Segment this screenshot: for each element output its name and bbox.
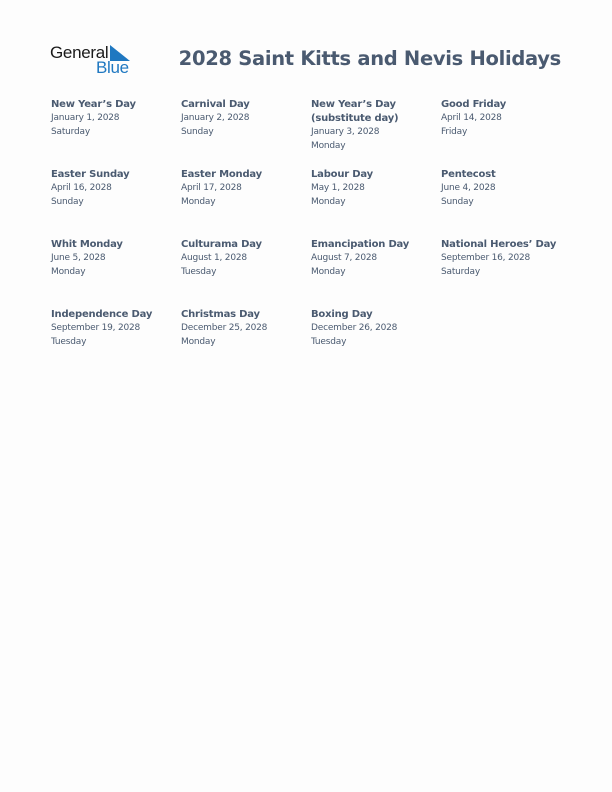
holiday-name: Good Friday: [441, 99, 507, 110]
holiday-weekday: Sunday: [441, 196, 474, 207]
holiday-weekday: Friday: [441, 126, 468, 137]
logo-general-text: General: [50, 43, 109, 62]
holiday-name: Carnival Day: [181, 99, 250, 110]
logo-blue-text: Blue: [96, 58, 129, 77]
holiday-weekday: Saturday: [51, 126, 90, 137]
holiday-date: September 16, 2028: [441, 253, 531, 263]
holiday-date: April 14, 2028: [441, 113, 502, 123]
holiday-weekday: Sunday: [181, 126, 214, 137]
holiday-weekday: Monday: [311, 196, 346, 207]
holiday-name: Independence Day: [51, 309, 153, 320]
holiday-item: [51, 308, 177, 349]
holiday-date: August 1, 2028: [181, 253, 247, 263]
holiday-date: December 25, 2028: [181, 323, 268, 333]
holiday-item: [181, 308, 307, 349]
holiday-date: August 7, 2028: [311, 253, 377, 263]
holiday-name: National Heroes’ Day: [441, 239, 557, 250]
holiday-name: Easter Monday: [181, 169, 262, 180]
holiday-name: Whit Monday: [51, 239, 123, 250]
holiday-weekday: Monday: [311, 266, 346, 277]
page-title: 2028 Saint Kitts and Nevis Holidays: [178, 47, 561, 70]
holiday-name: New Year’s Day: [51, 99, 136, 110]
holiday-name: Christmas Day: [181, 309, 260, 320]
holiday-name: Easter Sunday: [51, 169, 130, 180]
holiday-weekday: Tuesday: [51, 336, 87, 347]
holiday-name: Pentecost: [441, 169, 496, 180]
holiday-item: [441, 238, 567, 279]
holiday-weekday: Monday: [51, 266, 86, 277]
holiday-item: [311, 308, 437, 349]
holiday-date: January 1, 2028: [51, 113, 120, 123]
holiday-date: May 1, 2028: [311, 183, 365, 193]
holiday-weekday: Monday: [311, 140, 346, 151]
holiday-item: [51, 98, 177, 139]
holiday-name: Culturama Day: [181, 239, 262, 250]
holiday-item: [311, 238, 437, 279]
holiday-date: April 17, 2028: [181, 183, 242, 193]
holiday-item: [181, 238, 307, 279]
holiday-weekday: Saturday: [441, 266, 480, 277]
holiday-item: [311, 168, 437, 209]
holiday-item: [181, 98, 307, 139]
holiday-name: Labour Day: [311, 169, 373, 180]
holiday-date: June 5, 2028: [51, 253, 106, 263]
holiday-item: [181, 168, 307, 209]
holiday-date: September 19, 2028: [51, 323, 141, 333]
holiday-name: Boxing Day: [311, 309, 373, 320]
holiday-date: April 16, 2028: [51, 183, 112, 193]
holiday-date: December 26, 2028: [311, 323, 398, 333]
holiday-weekday: Tuesday: [181, 266, 217, 277]
holiday-weekday: Sunday: [51, 196, 84, 207]
holiday-item: [51, 168, 177, 209]
holiday-item: [311, 98, 437, 153]
holiday-weekday: Tuesday: [311, 336, 347, 347]
holiday-item: [441, 168, 567, 209]
holiday-name: Emancipation Day: [311, 239, 410, 250]
holiday-item: [441, 98, 567, 139]
holiday-weekday: Monday: [181, 196, 216, 207]
holiday-date: June 4, 2028: [441, 183, 496, 193]
holiday-weekday: Monday: [181, 336, 216, 347]
holiday-name-continued: (substitute day): [311, 113, 399, 124]
holiday-name: New Year’s Day: [311, 99, 396, 110]
holiday-item: [51, 238, 177, 279]
holiday-date: January 3, 2028: [311, 127, 380, 137]
holiday-date: January 2, 2028: [181, 113, 250, 123]
generalblue-logo: [50, 43, 134, 79]
